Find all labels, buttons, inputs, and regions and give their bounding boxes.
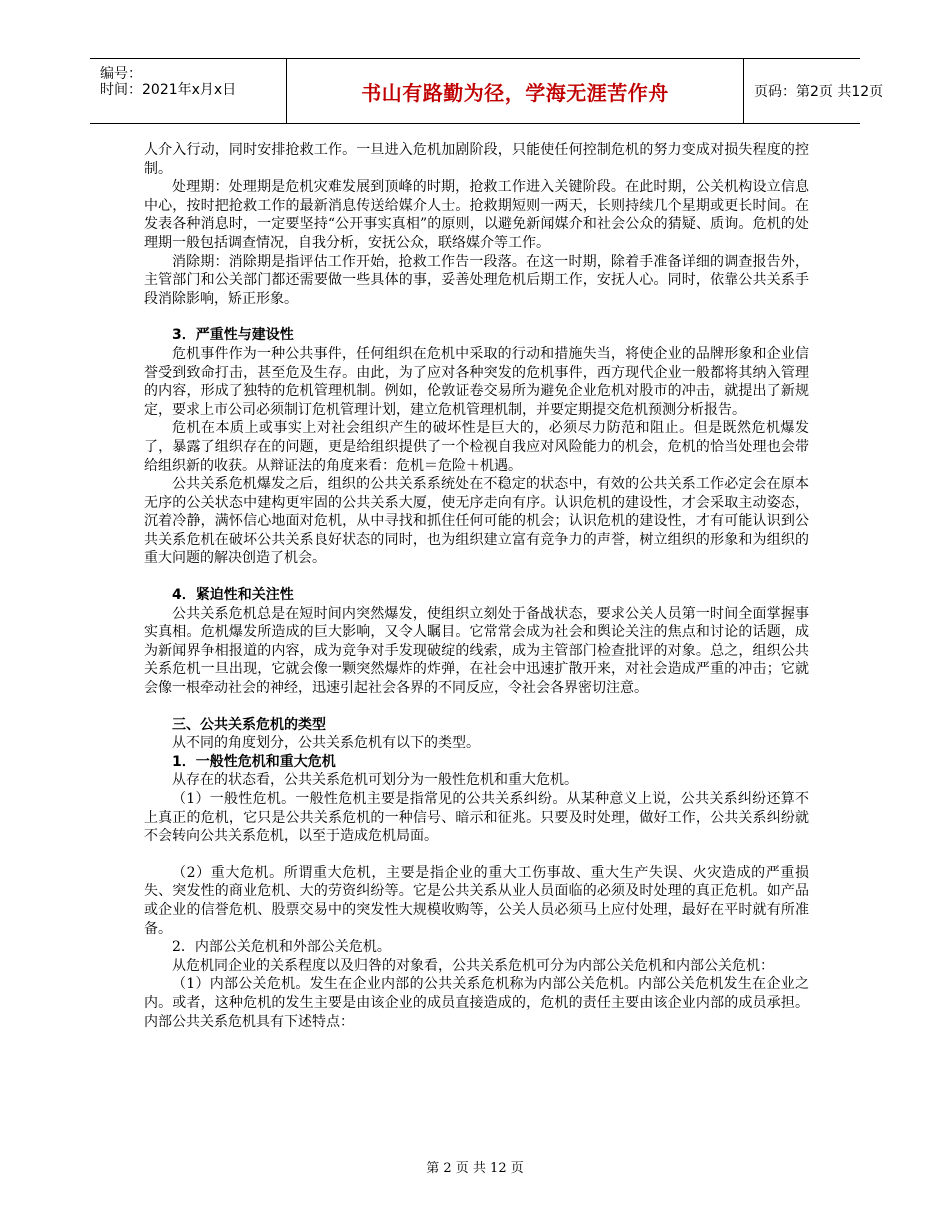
- header-motto-cell: [286, 59, 744, 123]
- paragraph: （1）一般性危机。一般性危机主要是指常见的公共关系纠纷。从某种意义上说，公共关系纠纷还算不上真正的危机，它只是公共关系危机的一种信号、暗示和征兆。只要及时处理，做好工作，公共关系纠纷就不会转向公共关系危机，以至于造成危机局面。: [144, 791, 809, 845]
- paragraph: 人介入行动，同时安排抢救工作。一旦进入危机加剧阶段，只能使任何控制危机的努力变成对损失程度的控制。: [144, 142, 809, 177]
- document-body: [144, 141, 809, 1031]
- document-time-label: 时间：2021年x月x日: [100, 82, 237, 98]
- paragraph: （1）内部公关危机。发生在企业内部的公共关系危机称为内部公关危机。内部公关危机发生在企业之内。或者，这种危机的发生主要是由该企业的成员直接造成的，危机的责任主要由该企业内部的成员承担。内部公共关系危机具有下述特点：: [144, 976, 809, 1030]
- chapter-heading: 三、公共关系危机的类型: [172, 716, 326, 733]
- header-meta-cell: [90, 59, 286, 123]
- section-heading: 4．紧迫性和关注性: [172, 587, 294, 604]
- paragraph: 公共关系危机总是在短时间内突然爆发，使组织立刻处于备战状态，要求公关人员第一时间全面掌握事实真相。危机爆发所造成的巨大影响，又令人瞩目。它常常会成为社会和舆论关注的焦点和讨论的话题，成为新闻界争相报道的内容，成为竞争对手发现破绽的线索，成为主管部门检查批评的对象。总之，组织公共关系危机一旦出现，它就会像一颗突然爆炸的炸弹，在社会中迅速扩散开来，对社会造成严重的冲击；它就会像一根牵动社会的神经，迅速引起社会各界的不同反应，令社会各界密切注意。: [144, 605, 809, 697]
- paragraph: 公共关系危机爆发之后，组织的公共关系系统处在不稳定的状态中，有效的公共关系工作必定会在原本无序的公关状态中建构更牢固的公共关系大厦，使无序走向有序。认识危机的建设性，才会采取主动姿态，沉着冷静，满怀信心地面对危机，从中寻找和抓住任何可能的机会；认识危机的建设性，才有可能认识到公共关系危机在破坏公共关系良好状态的同时，也为组织建立富有竞争力的声誉，树立组织的形象和为组织的重大问题的解决创造了机会。: [144, 476, 809, 567]
- paragraph: 从存在的状态看，公共关系危机可划分为一般性危机和重大危机。: [172, 772, 578, 789]
- section-heading: 3．严重性与建设性: [172, 327, 294, 344]
- paragraph: 危机在本质上或事实上对社会组织产生的破坏性是巨大的，必须尽力防范和阻止。但是既然危机爆发了，暴露了组织存在的问题，更是给组织提供了一个检视自我应对风险能力的机会，危机的恰当处理也会带给组织新的收获。从辩证法的角度来看：危机＝危险＋机遇。: [144, 420, 809, 474]
- section-heading: 1．一般性危机和重大危机: [172, 753, 336, 770]
- footer-page-number: 第 2 页 共 12 页: [426, 1161, 524, 1176]
- paragraph: 消除期：消除期是指评估工作开始，抢救工作告一段落。在这一时期，除着手准备详细的调查报告外，主管部门和公关部门都还需要做一些具体的事，妥善处理危机后期工作，安抚人心。同时，依靠公共关系手段消除影响，矫正形象。: [144, 253, 809, 307]
- header-page-info: 页码：第2页 共12页: [754, 84, 884, 100]
- page-header: [90, 58, 884, 124]
- header-motto: 书山有路勤为径，学海无涯苦作舟: [361, 80, 669, 105]
- page-footer: [0, 1157, 950, 1176]
- paragraph: 从危机同企业的关系程度以及归咎的对象看，公共关系危机可分为内部公关危机和内部公关危机：: [172, 957, 774, 974]
- paragraph: （2）重大危机。所谓重大危机，主要是指企业的重大工伤事故、重大生产失误、火灾造成的严重损失、突发性的商业危机、大的劳资纠纷等。它是公共关系从业人员面临的必须及时处理的真正危机。如产品或企业的信誉危机、股票交易中的突发性大规模收购等，公关人员必须马上应付处理，最好在平时就有所准备。: [144, 864, 809, 937]
- paragraph: 处理期：处理期是危机灾难发展到顶峰的时期，抢救工作进入关键阶段。在此时期，公关机构设立信息中心，按时把抢救工作的最新消息传送给媒介人士。抢救期短则一两天，长则持续几个星期或更长时间。在发表各种消息时，一定要坚持“公开事实真相”的原则，以避免新闻媒介和社会公众的猜疑、质询。危机的处理期一般包括调查情况，自我分析，安抚公众，联络媒介等工作。: [144, 179, 809, 251]
- paragraph: 从不同的角度划分，公共关系危机有以下的类型。: [172, 735, 480, 752]
- document-number-label: 编号：: [100, 66, 142, 82]
- header-page-cell: [742, 59, 884, 123]
- paragraph: 2．内部公关危机和外部公关危机。: [172, 939, 391, 956]
- paragraph: 危机事件作为一种公共事件，任何组织在危机中采取的行动和措施失当，将使企业的品牌形象和企业信誉受到致命打击，甚至危及生存。由此，为了应对各种突发的危机事件，西方现代企业一般都将其纳入管理的内容，形成了独特的危机管理机制。例如，伦敦证卷交易所为避免企业危机对股市的冲击，就提出了新规定，要求上市公司必须制订危机管理计划，建立危机管理机制，并要定期提交危机预测分析报告。: [144, 345, 809, 418]
